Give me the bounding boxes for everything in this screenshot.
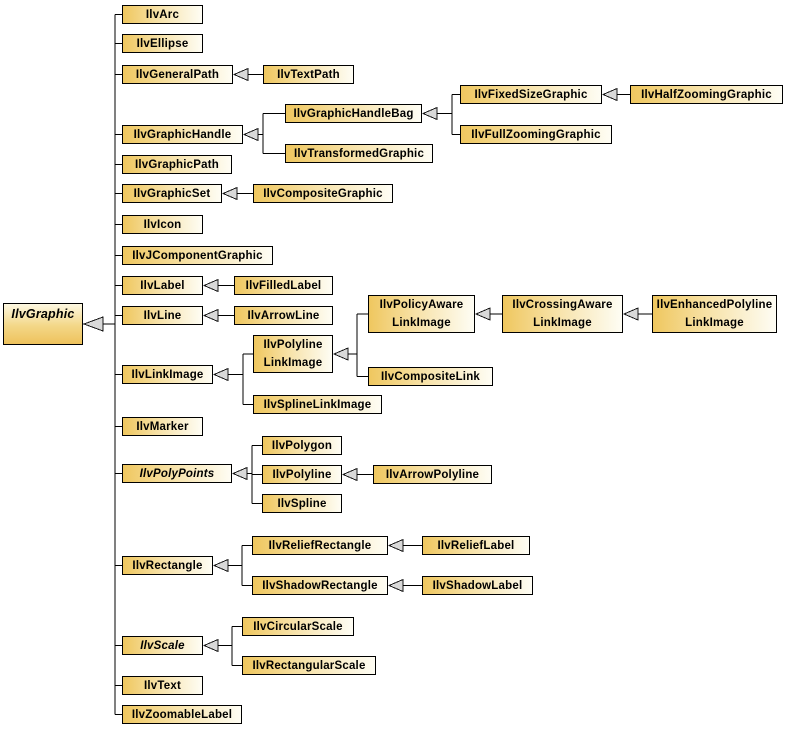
class-label: IlvHalfZoomingGraphic: [641, 88, 772, 101]
class-box-ilvrectangularscale[interactable]: [242, 656, 376, 675]
class-box-ilvpolyline[interactable]: [262, 465, 342, 484]
class-label: IlvArrowPolyline: [385, 468, 480, 481]
class-label: IlvGraphicHandleBag: [293, 107, 414, 120]
class-label: IlvCircularScale: [253, 620, 343, 633]
class-label: IlvGraphic: [11, 307, 75, 321]
class-box-ilvgraphic[interactable]: [3, 303, 83, 345]
class-label: IlvEllipse: [136, 37, 189, 50]
class-label: IlvGeneralPath: [135, 68, 220, 81]
class-box-ilvtext[interactable]: [122, 676, 203, 695]
class-box-ilvgraphicpath[interactable]: [122, 155, 232, 174]
class-label: IlvArc: [145, 8, 180, 21]
inheritance-arrowhead-icon: [204, 310, 218, 322]
class-box-ilvspline[interactable]: [262, 494, 342, 513]
class-label: IlvShadowLabel: [432, 579, 523, 592]
class-box-ilvshadowrectangle[interactable]: [252, 576, 388, 595]
class-label: IlvSpline: [277, 497, 327, 510]
class-box-ilvellipse[interactable]: [122, 34, 203, 53]
class-box-ilvcircularscale[interactable]: [242, 617, 354, 636]
class-box-ilvrectangle[interactable]: [122, 556, 213, 575]
class-box-ilvenhancedpolyline[interactable]: [652, 295, 777, 333]
class-label: IlvIcon: [143, 218, 182, 231]
class-label-line2: LinkImage: [263, 357, 323, 369]
inheritance-arrowhead-icon: [84, 317, 103, 331]
class-box-ilvrelieflabel[interactable]: [422, 536, 530, 555]
class-box-ilvlabel[interactable]: [122, 276, 203, 295]
class-box-ilvgeneralpath[interactable]: [122, 65, 233, 84]
class-label: IlvLine: [143, 309, 182, 322]
class-box-ilvlinkimage[interactable]: [122, 365, 213, 384]
class-label: IlvLinkImage: [131, 368, 204, 381]
inheritance-arrowhead-icon: [204, 640, 218, 652]
class-label: IlvSplineLinkImage: [263, 398, 372, 411]
class-label: IlvFullZoomingGraphic: [471, 128, 601, 141]
class-label: IlvJComponentGraphic: [132, 249, 263, 262]
class-label-line2: LinkImage: [533, 317, 592, 329]
class-label: IlvText: [144, 679, 181, 692]
class-box-ilvgraphicset[interactable]: [122, 184, 222, 203]
class-label: IlvReliefLabel: [437, 539, 515, 552]
class-box-ilvicon[interactable]: [122, 215, 203, 234]
class-label: IlvGraphicPath: [135, 158, 219, 171]
class-box-ilvpolypoints[interactable]: [122, 464, 232, 483]
class-label: IlvGraphicHandle: [133, 128, 232, 141]
class-label: IlvShadowRectangle: [262, 579, 378, 592]
class-label: IlvEnhancedPolyline: [656, 299, 773, 311]
class-label: IlvArrowLine: [247, 309, 320, 322]
class-box-ilvhalfzoominggraphic[interactable]: [630, 85, 783, 104]
inheritance-arrowhead-icon: [214, 560, 228, 572]
class-box-ilvfixedsizegraphic[interactable]: [460, 85, 602, 104]
class-label-line2: LinkImage: [392, 317, 451, 329]
class-box-ilvfullzoominggraphic[interactable]: [460, 125, 612, 144]
class-box-ilvreliefrectangle[interactable]: [252, 536, 388, 555]
class-box-ilvarc[interactable]: [122, 5, 203, 24]
class-label: IlvFixedSizeGraphic: [474, 88, 588, 101]
inheritance-arrowhead-icon: [214, 369, 228, 381]
class-label: IlvGraphicSet: [133, 187, 211, 200]
inheritance-arrowhead-icon: [223, 188, 237, 200]
class-box-ilvtransformedgraphic[interactable]: [285, 144, 433, 163]
class-box-ilvgraphichandle[interactable]: [122, 125, 243, 144]
class-label: IlvTextPath: [277, 68, 340, 81]
class-label: IlvCrossingAware: [512, 299, 613, 311]
inheritance-arrowhead-icon: [234, 69, 248, 81]
class-box-ilvpolygon[interactable]: [262, 436, 342, 455]
class-label: IlvMarker: [136, 420, 189, 433]
class-label-line2: LinkImage: [685, 317, 744, 329]
inheritance-arrowhead-icon: [389, 540, 403, 552]
inheritance-arrowhead-icon: [334, 348, 348, 360]
class-box-ilvshadowlabel[interactable]: [422, 576, 533, 595]
inheritance-arrowhead-icon: [603, 89, 617, 101]
class-label: IlvPolicyAware: [379, 299, 464, 311]
class-label: IlvZoomableLabel: [131, 708, 233, 721]
class-label: IlvCompositeGraphic: [263, 187, 383, 200]
class-label: IlvCompositeLink: [380, 370, 481, 383]
class-box-ilvgraphichandlebag[interactable]: [285, 104, 422, 123]
class-box-ilvarrowline[interactable]: [234, 306, 333, 325]
class-label: IlvReliefRectangle: [268, 539, 372, 552]
inheritance-arrowhead-icon: [233, 468, 247, 480]
inheritance-arrowhead-icon: [423, 108, 437, 120]
class-box-ilvzoomablelabel[interactable]: [122, 705, 242, 724]
inheritance-arrowhead-icon: [389, 580, 403, 592]
class-box-ilvline[interactable]: [122, 306, 203, 325]
class-box-ilvjcomponentgraphic[interactable]: [122, 246, 273, 265]
class-label: IlvPolyPoints: [139, 467, 215, 480]
class-label: IlvTransformedGraphic: [293, 147, 425, 160]
class-label: IlvScale: [140, 639, 185, 652]
inheritance-arrowhead-icon: [244, 129, 258, 141]
class-box-ilvsplinelinkimage[interactable]: [253, 395, 382, 414]
class-box-ilvmarker[interactable]: [122, 417, 203, 436]
class-label: IlvPolyline: [272, 468, 332, 481]
class-box-ilvpolyline[interactable]: [253, 335, 333, 373]
class-box-ilvscale[interactable]: [122, 636, 203, 655]
class-label: IlvLabel: [140, 279, 185, 292]
class-label: IlvRectangularScale: [252, 659, 366, 672]
inheritance-arrowhead-icon: [204, 280, 218, 292]
class-box-ilvcrossingaware[interactable]: [502, 295, 623, 333]
inheritance-arrowhead-icon: [343, 469, 357, 481]
class-label: IlvPolygon: [271, 439, 333, 452]
inheritance-arrowhead-icon: [624, 308, 638, 320]
class-box-ilvtextpath[interactable]: [263, 65, 354, 84]
class-label: IlvFilledLabel: [245, 279, 322, 292]
class-box-ilvpolicyaware[interactable]: [368, 295, 475, 333]
class-label: IlvPolyline: [263, 339, 323, 351]
inheritance-arrowhead-icon: [476, 308, 490, 320]
class-box-ilvfilledlabel[interactable]: [234, 276, 333, 295]
class-box-ilvarrowpolyline[interactable]: [373, 465, 492, 484]
class-label: IlvRectangle: [132, 559, 203, 572]
class-box-ilvcompositegraphic[interactable]: [253, 184, 393, 203]
class-box-ilvcompositelink[interactable]: [368, 367, 493, 386]
